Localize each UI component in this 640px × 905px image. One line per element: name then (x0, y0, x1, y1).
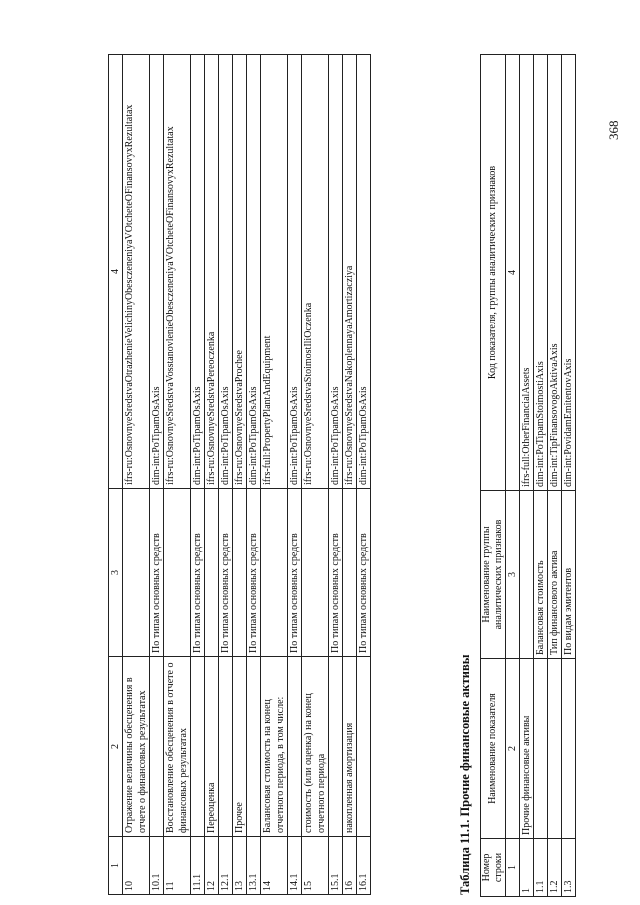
table-row (520, 55, 534, 897)
table-body (123, 55, 371, 895)
indicator-code: ifrs-ru:OsnovnyeSredstvaNakoplennayaAmortizacziya (343, 55, 357, 489)
indicator-name: Балансовая стоимость на конец отчетного периода, в том числе: (261, 657, 288, 837)
indicator-name (548, 659, 562, 839)
indicator-name (329, 657, 343, 837)
indicator-name: Отражение величины обесценения в отчете о финансовых результатах (123, 657, 150, 837)
table-other-financial-assets (480, 54, 576, 897)
indicator-code: dim-int:PoTipamOsAxis (150, 55, 164, 489)
page-number: 368 (606, 120, 621, 140)
row-number: 16.1 (357, 837, 371, 895)
analytic-group: По типам основных средств (247, 489, 261, 657)
indicator-code: dim-int:PoTipamStoimostiAxis (534, 55, 548, 491)
table-fixed-assets (108, 54, 371, 895)
analytic-group: Тип финансового актива (548, 491, 562, 659)
indicator-code: dim-int:PoTipamOsAxis (329, 55, 343, 489)
header-cell: 2 (109, 657, 123, 837)
indicator-code: ifrs-ru:OsnovnyeSredstvaPereoczenka (205, 55, 219, 489)
column-number: 2 (506, 659, 520, 839)
row-number: 10 (123, 837, 150, 895)
indicator-code: dim-int:PovidamEmitentovAxis (562, 55, 576, 491)
table-header-row (481, 55, 506, 897)
analytic-group (520, 491, 534, 659)
row-number: 1.1 (534, 839, 548, 897)
indicator-name: накопленная амортизация (343, 657, 357, 837)
indicator-name (191, 657, 205, 837)
column-number-row (506, 55, 520, 897)
row-number: 12 (205, 837, 219, 895)
indicator-code: dim-int:PoTipamOsAxis (247, 55, 261, 489)
indicator-code: dim-int:PoTipamOsAxis (219, 55, 233, 489)
row-number: 12.1 (219, 837, 233, 895)
header-cell: Код показателя, группы аналитических признаков (481, 55, 506, 491)
analytic-group: По типам основных средств (150, 489, 164, 657)
table-row (150, 55, 164, 895)
indicator-code: ifrs-ru:OsnovnyeSredstvaStoimostIliOczenka (302, 55, 329, 489)
table-row (548, 55, 562, 897)
analytic-group: По типам основных средств (191, 489, 205, 657)
indicator-name: Прочие финансовые активы (520, 659, 534, 839)
indicator-name (219, 657, 233, 837)
indicator-name (562, 659, 576, 839)
table-caption: Таблица 11.1. Прочие финансовые активы (458, 654, 472, 895)
table-row (302, 55, 329, 895)
indicator-code: dim-int:PoTipamOsAxis (191, 55, 205, 489)
row-number: 10.1 (150, 837, 164, 895)
table-row (329, 55, 343, 895)
indicator-name: Прочее (233, 657, 247, 837)
header-cell: 1 (109, 837, 123, 895)
column-number: 1 (506, 839, 520, 897)
table-row (357, 55, 371, 895)
row-number: 11 (164, 837, 191, 895)
indicator-code: ifrs-ru:OsnovnyeSredstvaOtrazhenieVelichinyObesczeneniyaVOtcheteOFinansovyxRezultatax (123, 55, 150, 489)
indicator-code: dim-int:TipFinansovogoAktivaAxis (548, 55, 562, 491)
indicator-name (288, 657, 302, 837)
analytic-group (164, 489, 191, 657)
row-number: 11.1 (191, 837, 205, 895)
row-number: 15 (302, 837, 329, 895)
row-number: 13 (233, 837, 247, 895)
table-row (562, 55, 576, 897)
analytic-group (343, 489, 357, 657)
analytic-group: По типам основных средств (219, 489, 233, 657)
indicator-name (247, 657, 261, 837)
table-row (191, 55, 205, 895)
row-number: 1.2 (548, 839, 562, 897)
analytic-group: Балансовая стоимость (534, 491, 548, 659)
indicator-code: dim-int:PoTipamOsAxis (357, 55, 371, 489)
row-number: 1.3 (562, 839, 576, 897)
table-row (164, 55, 191, 895)
header-cell: 3 (109, 489, 123, 657)
indicator-code: ifrs-ru:OsnovnyeSredstvaProchee (233, 55, 247, 489)
column-number: 3 (506, 491, 520, 659)
row-number: 14.1 (288, 837, 302, 895)
table-row (123, 55, 150, 895)
analytic-group (233, 489, 247, 657)
table-row (233, 55, 247, 895)
indicator-name: Переоценка (205, 657, 219, 837)
indicator-name (150, 657, 164, 837)
indicator-code: ifrs-ru:OsnovnyeSredstvaVosstanovlenieObesczeneniyaVOtcheteOFinansovyxRezultatax (164, 55, 191, 489)
indicator-code: dim-int:PoTipamOsAxis (288, 55, 302, 489)
indicator-code: ifrs-full:PropertyPlantAndEquipment (261, 55, 288, 489)
table-row (343, 55, 357, 895)
table-row (205, 55, 219, 895)
analytic-group (302, 489, 329, 657)
analytic-group: По типам основных средств (357, 489, 371, 657)
header-cell: Номер строки (481, 839, 506, 897)
row-number: 14 (261, 837, 288, 895)
analytic-group: По видам эмитентов (562, 491, 576, 659)
indicator-name (534, 659, 548, 839)
analytic-group (205, 489, 219, 657)
indicator-name (357, 657, 371, 837)
row-number: 16 (343, 837, 357, 895)
row-number: 15.1 (329, 837, 343, 895)
table-header-row (109, 55, 123, 895)
analytic-group: По типам основных средств (329, 489, 343, 657)
column-number: 4 (506, 55, 520, 491)
table-row (219, 55, 233, 895)
table-row (534, 55, 548, 897)
row-number: 13.1 (247, 837, 261, 895)
table-row (247, 55, 261, 895)
header-cell: Наименование показателя (481, 659, 506, 839)
analytic-group (261, 489, 288, 657)
row-number: 1 (520, 839, 534, 897)
header-cell: Наименование группы аналитических признаков (481, 491, 506, 659)
analytic-group: По типам основных средств (288, 489, 302, 657)
indicator-name: стоимость (или оценка) на конец отчетного периода (302, 657, 329, 837)
indicator-code: ifrs-full:OtherFinancialAssets (520, 55, 534, 491)
table-body (520, 55, 576, 897)
table-row (288, 55, 302, 895)
table-row (261, 55, 288, 895)
analytic-group (123, 489, 150, 657)
indicator-name: Восстановление обесценения в отчете о финансовых результатах (164, 657, 191, 837)
header-cell: 4 (109, 55, 123, 489)
